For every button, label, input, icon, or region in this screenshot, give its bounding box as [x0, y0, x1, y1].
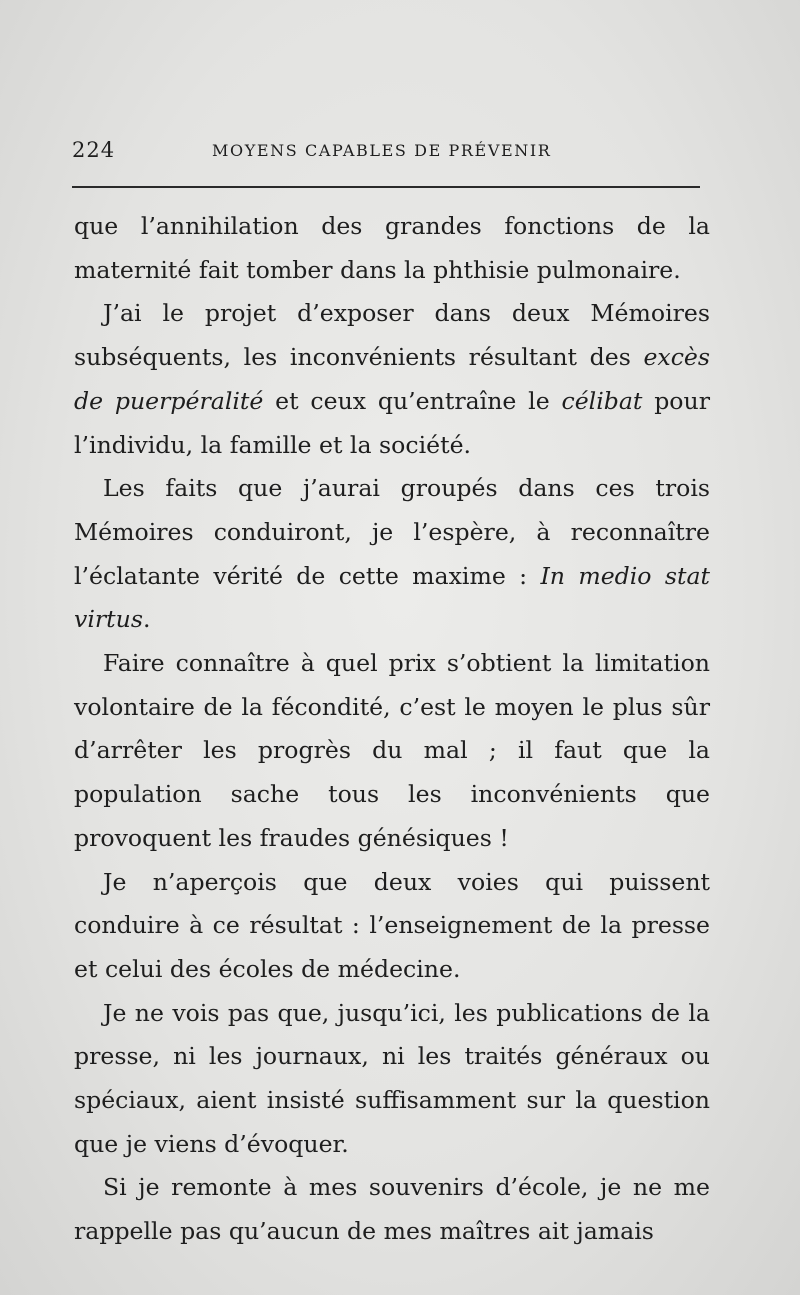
text-run: J’ai le projet d’exposer dans deux Mémoires subséquents, les inconvénients résultant des — [74, 299, 710, 372]
paragraph — [74, 642, 710, 861]
paragraph — [74, 992, 710, 1167]
body-text — [74, 205, 710, 1254]
text-run: . — [142, 605, 151, 634]
paragraph — [74, 292, 710, 467]
text-run: Les faits que j’aurai groupés dans ces trois Mémoires conduiront, je l’espère, à reconnaître l’éclatante vérité de cette maxime : — [74, 474, 710, 590]
paragraph — [74, 205, 710, 292]
text-run: Je ne vois pas que, jusqu’ici, les publications de la presse, ni les journaux, ni les traités généraux ou spéciaux, aient insisté suffisamment sur la question que je viens d’évoquer. — [74, 998, 710, 1158]
italic-maxim: In medio stat virtus — [74, 561, 711, 634]
text-run: Faire connaître à quel prix s’obtient la limitation volontaire de la fécondité, c’est le moyen le plus sûr d’arrêter les progrès du mal ; il faut que la population sache tous les inconvénients que provoquent les fraudes génésiques ! — [74, 649, 710, 852]
running-title: MOYENS CAPABLES DE PRÉVENIR — [212, 141, 552, 160]
text-run: Je n’aperçois que deux voies qui puissent conduire à ce résultat : l’enseignement de la presse et celui des écoles de médecine. — [74, 867, 710, 983]
text-run: pour l’individu, la famille et la société. — [74, 386, 710, 459]
paragraph — [74, 861, 710, 992]
text-run: Si je remonte à mes souvenirs d’école, je ne me rappelle pas qu’aucun de mes maîtres ait jamais — [74, 1173, 710, 1246]
page-number: 224 — [72, 138, 116, 162]
italic-term: célibat — [561, 386, 643, 415]
running-head — [72, 138, 700, 168]
paragraph — [74, 1166, 710, 1253]
text-run: que l’annihilation des grandes fonctions de la maternité fait tomber dans la phthisie pulmonaire. — [74, 212, 710, 284]
text-run: et ceux qu’entraîne le — [263, 386, 562, 415]
italic-term: excès de puerpéralité — [74, 343, 710, 415]
paragraph — [74, 467, 710, 642]
header-rule — [72, 186, 700, 188]
